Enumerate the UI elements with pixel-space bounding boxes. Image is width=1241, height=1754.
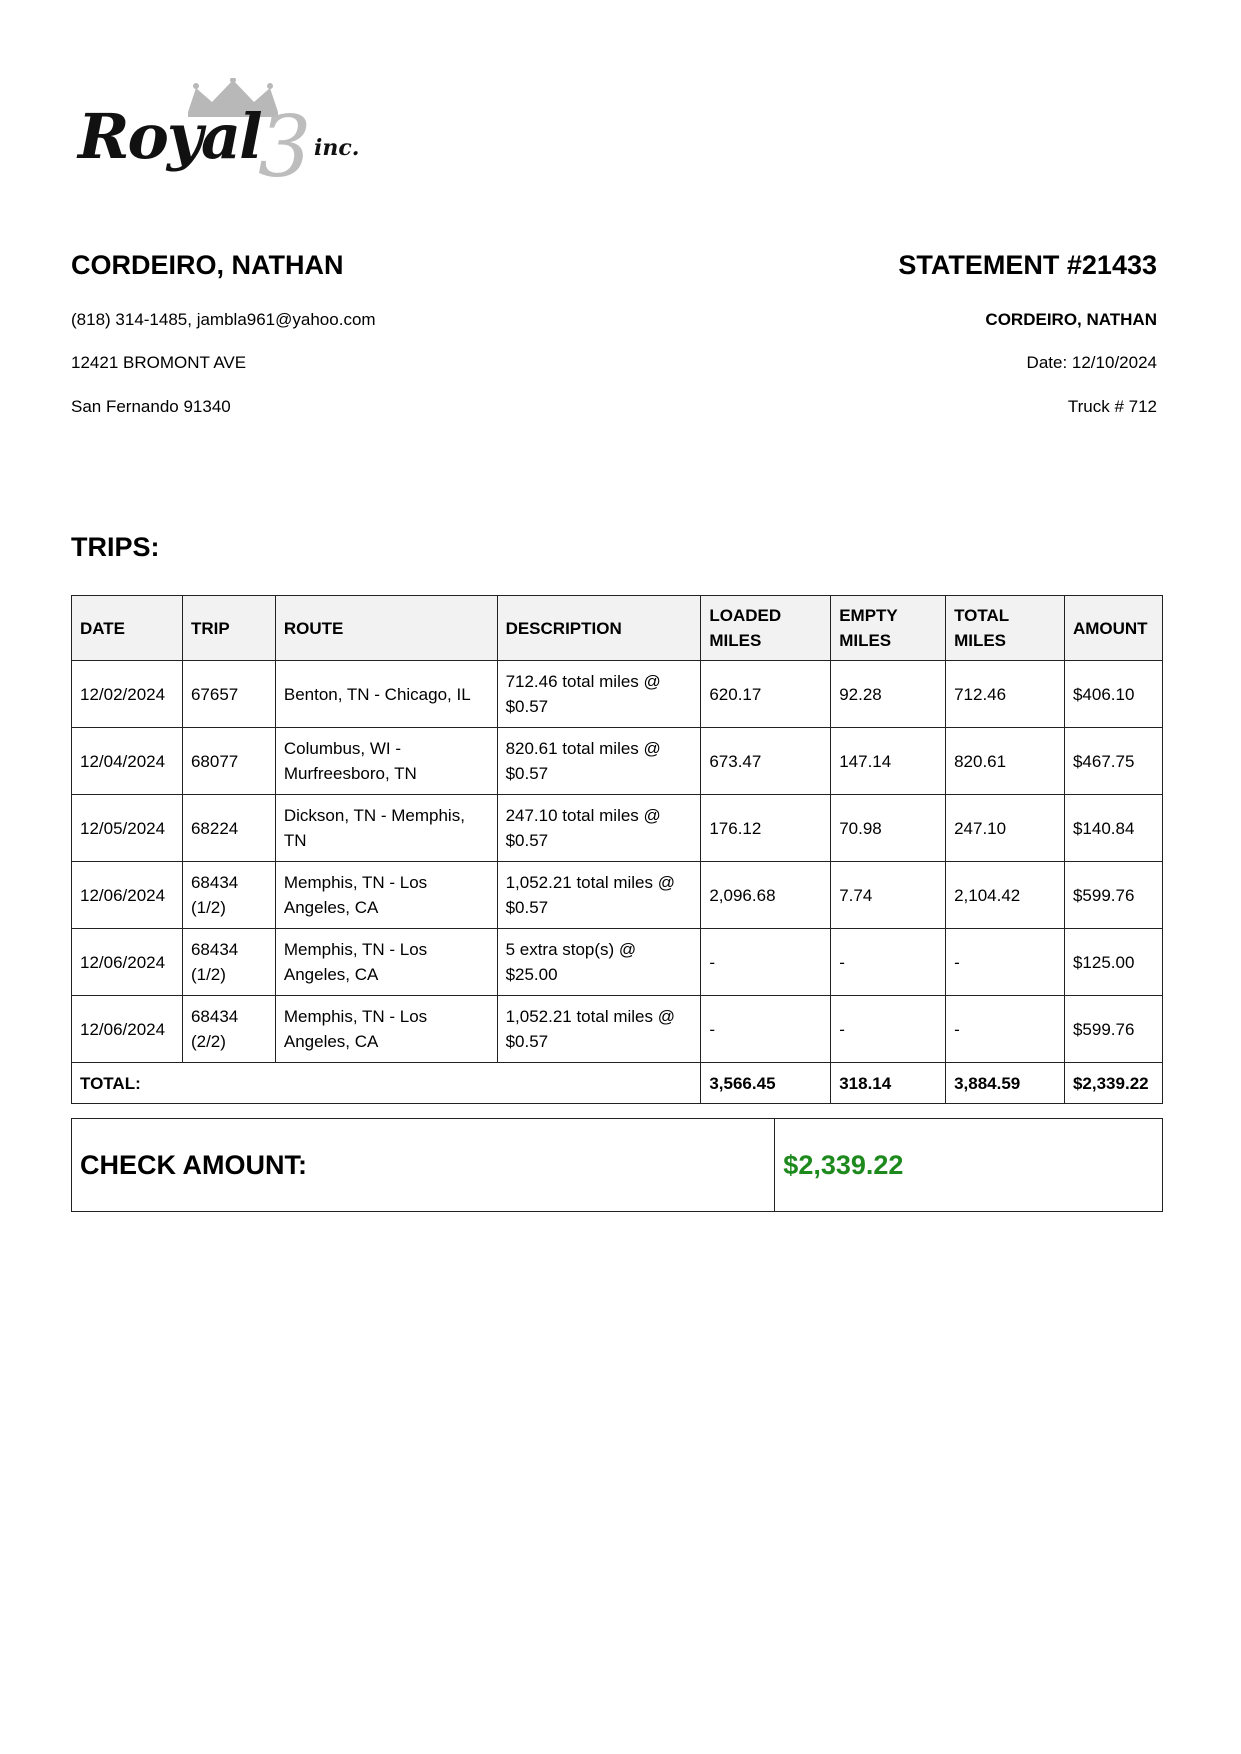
cell-amount: $467.75 (1064, 728, 1162, 795)
cell-total-miles: - (946, 929, 1065, 996)
cell-trip: 67657 (182, 661, 275, 728)
cell-loaded-miles: - (701, 929, 831, 996)
cell-total-miles: - (946, 996, 1065, 1063)
total-total-miles: 3,884.59 (946, 1063, 1065, 1104)
cell-trip: 68224 (182, 795, 275, 862)
cell-route: Memphis, TN - Los Angeles, CA (275, 862, 497, 929)
cell-loaded-miles: 620.17 (701, 661, 831, 728)
header-total-miles: TOTAL MILES (946, 596, 1065, 661)
header-loaded-miles: LOADED MILES (701, 596, 831, 661)
table-row (72, 661, 1163, 728)
table-header-row (72, 596, 1163, 661)
cell-description: 1,052.21 total miles @ $0.57 (497, 996, 701, 1063)
header-trip: TRIP (182, 596, 275, 661)
check-amount-value: $2,339.22 (775, 1119, 1163, 1212)
driver-address-line2: San Fernando 91340 (71, 397, 231, 416)
cell-date: 12/04/2024 (72, 728, 183, 795)
header-date: DATE (72, 596, 183, 661)
logo-suffix: inc. (314, 135, 360, 161)
header-description: DESCRIPTION (497, 596, 701, 661)
cell-description: 247.10 total miles @ $0.57 (497, 795, 701, 862)
cell-empty-miles: 147.14 (831, 728, 946, 795)
check-amount-label: CHECK AMOUNT: (72, 1119, 775, 1212)
total-amount: $2,339.22 (1064, 1063, 1162, 1104)
cell-description: 820.61 total miles @ $0.57 (497, 728, 701, 795)
company-logo (78, 78, 378, 196)
cell-amount: $125.00 (1064, 929, 1162, 996)
cell-loaded-miles: - (701, 996, 831, 1063)
table-row (72, 728, 1163, 795)
table-row (72, 795, 1163, 862)
cell-route: Benton, TN - Chicago, IL (275, 661, 497, 728)
trips-section-title: TRIPS: (71, 532, 160, 562)
cell-trip: 68434 (1/2) (182, 862, 275, 929)
cell-route: Dickson, TN - Memphis, TN (275, 795, 497, 862)
cell-total-miles: 820.61 (946, 728, 1065, 795)
header-amount: AMOUNT (1064, 596, 1162, 661)
cell-empty-miles: - (831, 996, 946, 1063)
statement-title: STATEMENT #21433 (898, 250, 1157, 280)
cell-loaded-miles: 176.12 (701, 795, 831, 862)
cell-date: 12/06/2024 (72, 862, 183, 929)
cell-route: Memphis, TN - Los Angeles, CA (275, 929, 497, 996)
cell-total-miles: 712.46 (946, 661, 1065, 728)
total-label: TOTAL: (72, 1063, 701, 1104)
cell-empty-miles: 70.98 (831, 795, 946, 862)
driver-address-line1: 12421 BROMONT AVE (71, 353, 247, 372)
cell-description: 1,052.21 total miles @ $0.57 (497, 862, 701, 929)
total-empty-miles: 318.14 (831, 1063, 946, 1104)
cell-amount: $599.76 (1064, 996, 1162, 1063)
cell-date: 12/06/2024 (72, 996, 183, 1063)
table-row (72, 929, 1163, 996)
cell-date: 12/05/2024 (72, 795, 183, 862)
statement-name: CORDEIRO, NATHAN (985, 310, 1157, 329)
cell-route: Memphis, TN - Los Angeles, CA (275, 996, 497, 1063)
cell-trip: 68434 (1/2) (182, 929, 275, 996)
cell-empty-miles: - (831, 929, 946, 996)
total-loaded-miles: 3,566.45 (701, 1063, 831, 1104)
driver-name-heading: CORDEIRO, NATHAN (71, 250, 344, 280)
cell-amount: $599.76 (1064, 862, 1162, 929)
logo-number: 3 (258, 98, 312, 196)
cell-trip: 68434 (2/2) (182, 996, 275, 1063)
header-empty-miles: EMPTY MILES (831, 596, 946, 661)
cell-total-miles: 247.10 (946, 795, 1065, 862)
statement-date: Date: 12/10/2024 (1026, 353, 1157, 372)
cell-amount: $140.84 (1064, 795, 1162, 862)
cell-date: 12/02/2024 (72, 661, 183, 728)
trips-table (71, 595, 1163, 1104)
logo-script-text: Royal (78, 100, 261, 173)
cell-loaded-miles: 673.47 (701, 728, 831, 795)
cell-description: 712.46 total miles @ $0.57 (497, 661, 701, 728)
cell-trip: 68077 (182, 728, 275, 795)
driver-contact: (818) 314-1485, jambla961@yahoo.com (71, 310, 376, 329)
cell-amount: $406.10 (1064, 661, 1162, 728)
cell-date: 12/06/2024 (72, 929, 183, 996)
cell-loaded-miles: 2,096.68 (701, 862, 831, 929)
statement-truck: Truck # 712 (1067, 397, 1157, 416)
cell-total-miles: 2,104.42 (946, 862, 1065, 929)
cell-empty-miles: 7.74 (831, 862, 946, 929)
table-total-row (72, 1063, 1163, 1104)
header-route: ROUTE (275, 596, 497, 661)
check-amount-box (71, 1118, 1163, 1212)
cell-description: 5 extra stop(s) @ $25.00 (497, 929, 701, 996)
table-row (72, 862, 1163, 929)
cell-route: Columbus, WI - Murfreesboro, TN (275, 728, 497, 795)
table-row (72, 996, 1163, 1063)
cell-empty-miles: 92.28 (831, 661, 946, 728)
